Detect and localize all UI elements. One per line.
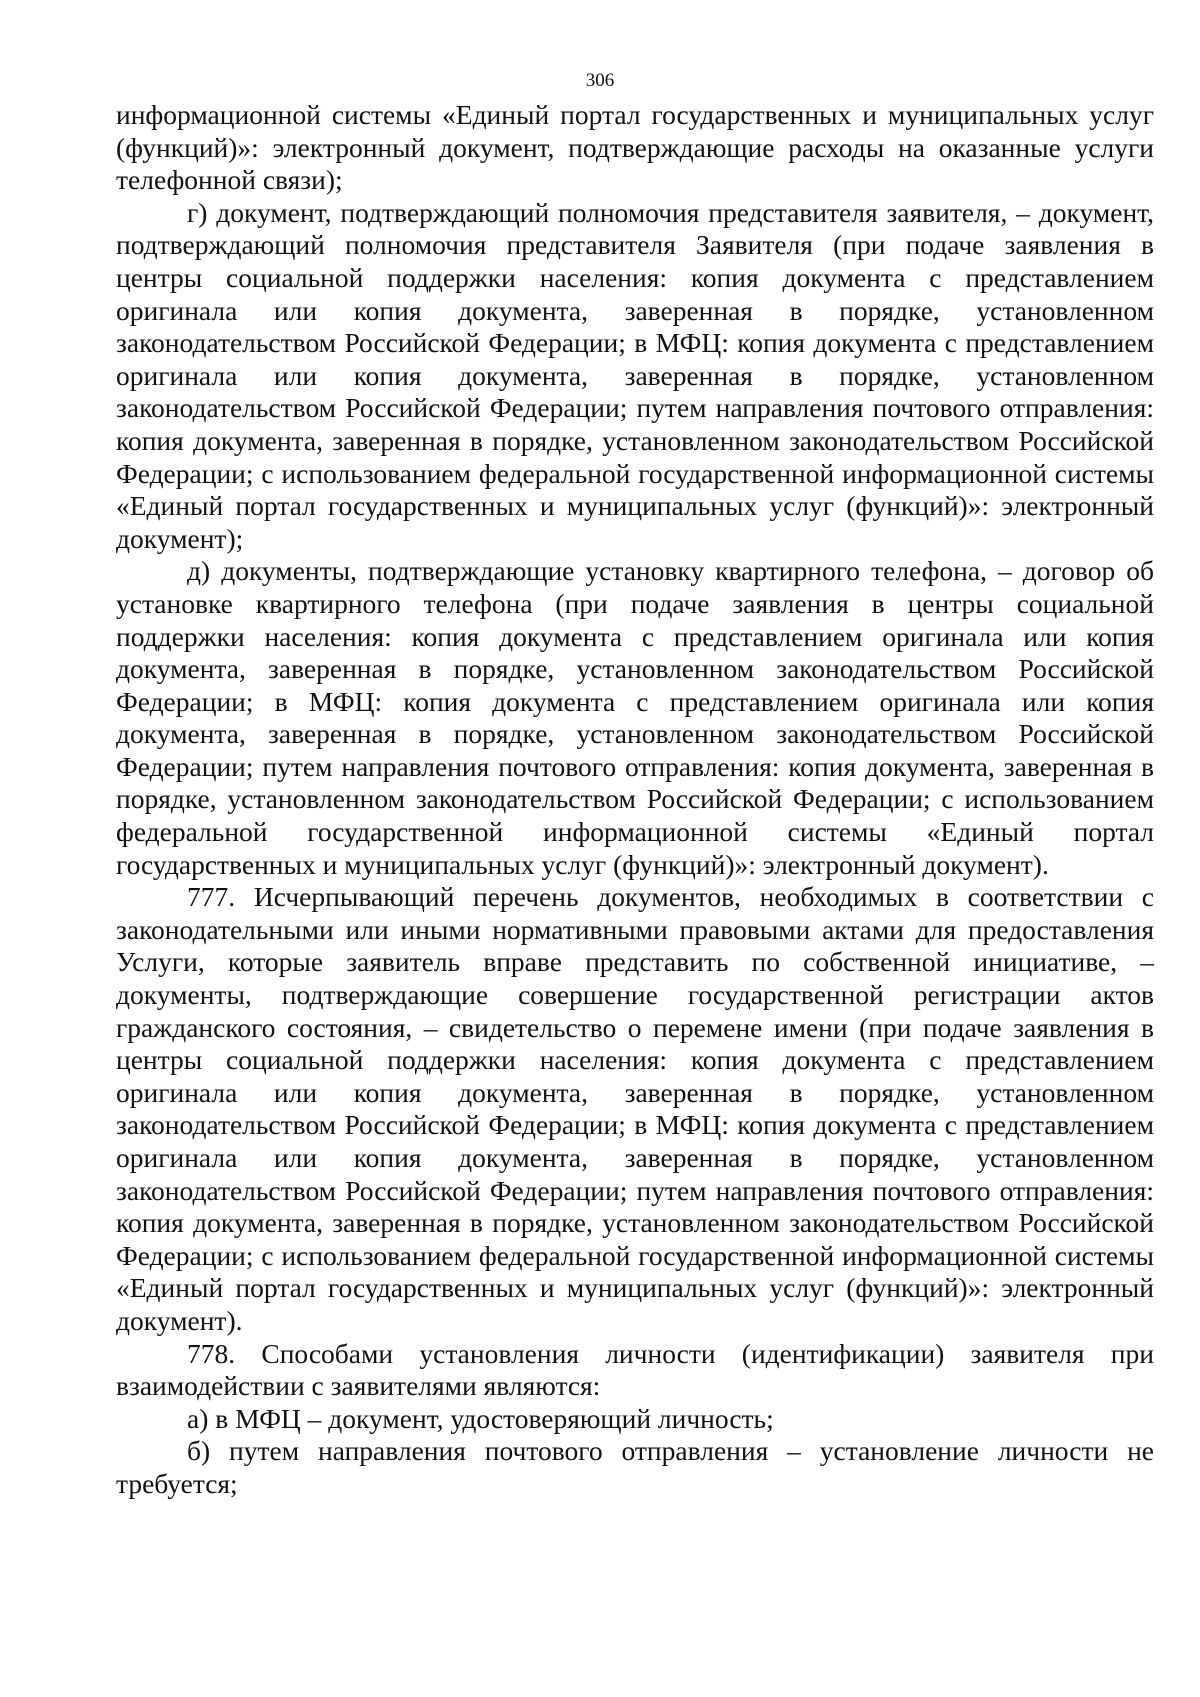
paragraph-item-d: д) документы, подтверждающие установку квартирного телефона, – договор об установке квартирного телефона (при подаче заявления в центры социальной поддержки населения: копия документа с представлением оригинала или копия документа, заверенная в порядке, установленном законодательством Российской Федерации; в МФЦ: копия документа с представлением оригинала или копия документа, заверенная в порядке, установленном законодательством Российской Федерации; путем направления почтового отправления: копия документа, заверенная в порядке, установленном законодательством Российской Федерации; с использованием федеральной государственной информационной системы «Единый портал государственных и муниципальных услуг (функций)»: электронный документ). [116, 555, 1154, 880]
document-body [116, 99, 1154, 1501]
paragraph-item-a: а) в МФЦ – документ, удостоверяющий личность; [187, 1402, 774, 1434]
paragraph-777: 777. Исчерпывающий перечень документов, необходимых в соответствии с законодательными или иными нормативными правовыми актами для предоставления Услуги, которые заявитель вправе представить по собственной инициативе, – документы, подтверждающие совершение государственной регистрации актов гражданского состояния, – свидетельство о перемене имени (при подаче заявления в центры социальной поддержки населения: копия документа с представлением оригинала или копия документа, заверенная в порядке, установленном законодательством Российской Федерации; в МФЦ: копия документа с представлением оригинала или копия документа, заверенная в порядке, установленном законодательством Российской Федерации; путем направления почтового отправления: копия документа, заверенная в порядке, установленном законодательством Российской Федерации; с использованием федеральной государственной информационной системы «Единый портал государственных и муниципальных услуг (функций)»: электронный документ). [116, 881, 1154, 1336]
paragraph-item-g: г) документ, подтверждающий полномочия представителя заявителя, – документ, подтверждающий полномочия представителя Заявителя (при подаче заявления в центры социальной поддержки населения: копия документа с представлением оригинала или копия документа, заверенная в порядке, установленном законодательством Российской Федерации; в МФЦ: копия документа с представлением оригинала или копия документа, заверенная в порядке, установленном законодательством Российской Федерации; путем направления почтового отправления: копия документа, заверенная в порядке, установленном законодательством Российской Федерации; с использованием федеральной государственной информационной системы «Единый портал государственных и муниципальных услуг (функций)»: электронный документ); [116, 196, 1154, 554]
paragraph-continuation: информационной системы «Единый портал государственных и муниципальных услуг (функций)»: электронный документ, подтверждающие расходы на оказанные услуги телефонной связи); [116, 99, 1154, 196]
page-number: 306 [585, 70, 615, 91]
paragraph-778: 778. Способами установления личности (идентификации) заявителя при взаимодействии с заявителями являются: [116, 1337, 1154, 1402]
paragraph-item-b: б) путем направления почтового отправления – установление личности не требуется; [116, 1435, 1154, 1499]
